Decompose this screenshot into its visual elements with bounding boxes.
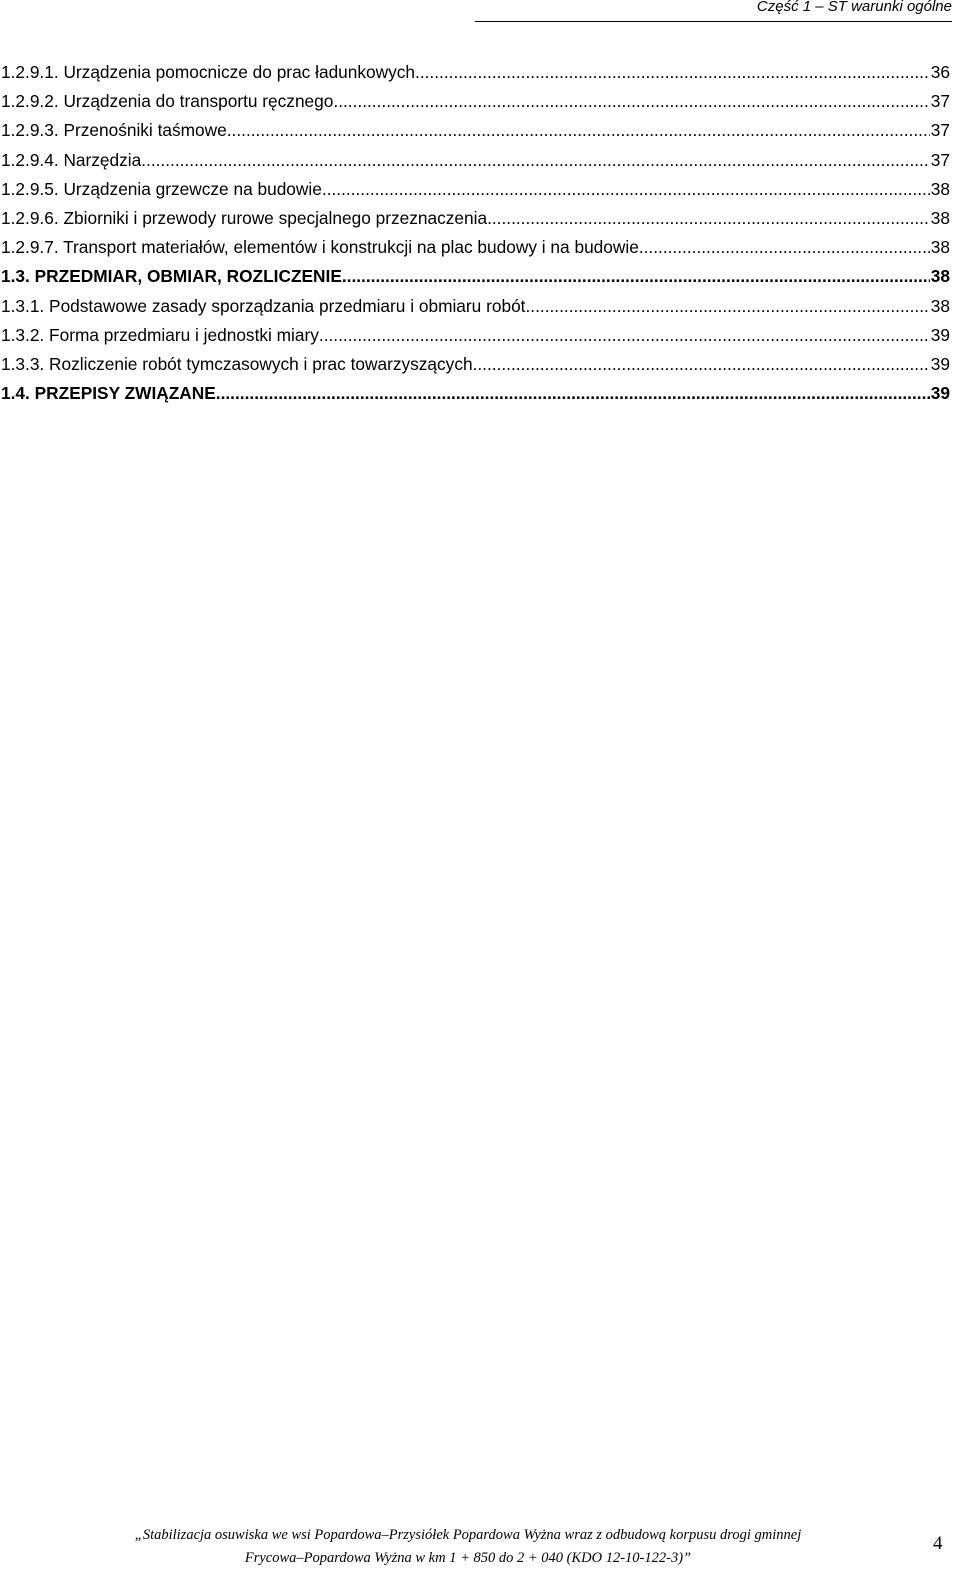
page-header <box>0 0 960 30</box>
toc-entry-page: 38 <box>930 178 950 199</box>
toc-entry-page: 39 <box>930 353 950 374</box>
toc-leader-dots <box>487 205 930 231</box>
footer-project-title-line1: „Stabilizacja osuwiska we wsi Popardowa–Przysiółek Popardowa Wyżna wraz z odbudową korpusu drogi gminnej <box>134 1527 802 1543</box>
page-number: 4 <box>933 1533 943 1554</box>
toc-leader-dots <box>216 380 930 406</box>
toc-entry[interactable] <box>1 176 950 205</box>
toc-entry[interactable] <box>1 293 950 322</box>
toc-leader-dots <box>342 263 930 289</box>
toc-entry-page: 36 <box>930 62 950 82</box>
toc-entry-page: 38 <box>930 295 950 316</box>
toc-section-entry[interactable] <box>1 380 950 409</box>
toc-entry-page: 37 <box>930 91 950 112</box>
toc-entry-title: 1.2.9.7. Transport materiałów, elementów i konstrukcji na plac budowy i na budowie <box>1 237 639 258</box>
toc-entry-title: 1.2.9.2. Urządzenia do transportu ręcznego <box>1 91 334 112</box>
header-rule <box>475 21 952 22</box>
toc-leader-dots <box>227 117 930 143</box>
toc-leader-dots <box>473 351 930 377</box>
toc-entry-page: 37 <box>930 149 950 170</box>
toc-entry-page: 37 <box>930 120 950 141</box>
toc-entry-title: 1.2.9.6. Zbiorniki i przewody rurowe specjalnego przeznaczenia <box>1 207 488 228</box>
toc-entry[interactable] <box>1 88 950 117</box>
toc-entry-title: 1.2.9.3. Przenośniki taśmowe <box>1 120 227 141</box>
toc-entry-title: 1.3.1. Podstawowe zasady sporządzania przedmiaru i obmiaru robót <box>1 295 526 316</box>
footer-project-title-line2: Frycowa–Popardowa Wyżna w km 1 + 850 do 2 + 040 (KDO 12-10-122-3)” <box>244 1550 692 1566</box>
toc-entry-page: 38 <box>930 237 950 258</box>
toc-leader-dots <box>333 88 929 114</box>
toc-leader-dots <box>141 147 930 173</box>
toc-entry[interactable] <box>1 322 950 351</box>
toc-entry-title: 1.2.9.4. Narzędzia <box>1 149 142 170</box>
toc-entry-page: 39 <box>930 324 950 345</box>
toc-entry[interactable] <box>1 147 950 176</box>
toc-entry[interactable] <box>1 59 950 88</box>
toc-entry-title: 1.3.3. Rozliczenie robót tymczasowych i prac towarzyszących <box>1 353 473 374</box>
toc-leader-dots <box>319 322 930 348</box>
page-footer <box>0 1520 960 1580</box>
toc-entry[interactable] <box>1 234 950 263</box>
toc-section-entry[interactable] <box>1 263 950 292</box>
toc-entry-page: 38 <box>930 266 950 287</box>
table-of-contents <box>1 59 950 409</box>
toc-leader-dots <box>639 234 930 260</box>
header-title: Część 1 – ST warunki ogólne <box>756 0 952 15</box>
toc-leader-dots <box>525 293 929 319</box>
toc-entry[interactable] <box>1 205 950 234</box>
toc-leader-dots <box>415 59 930 85</box>
toc-entry-title: 1.4. PRZEPISY ZWIĄZANE <box>1 383 216 404</box>
toc-leader-dots <box>322 176 930 202</box>
toc-entry-title: 1.2.9.5. Urządzenia grzewcze na budowie <box>1 178 322 199</box>
toc-entry-title: 1.3.2. Forma przedmiaru i jednostki miary <box>1 324 319 345</box>
toc-entry-title: 1.3. PRZEDMIAR, OBMIAR, ROZLICZENIE <box>1 266 342 287</box>
toc-entry-title: 1.2.9.1. Urządzenia pomocnicze do prac ładunkowych <box>1 62 416 82</box>
toc-entry[interactable] <box>1 117 950 146</box>
toc-entry-page: 39 <box>930 383 950 404</box>
toc-entry[interactable] <box>1 351 950 380</box>
toc-entry-page: 38 <box>930 207 950 228</box>
